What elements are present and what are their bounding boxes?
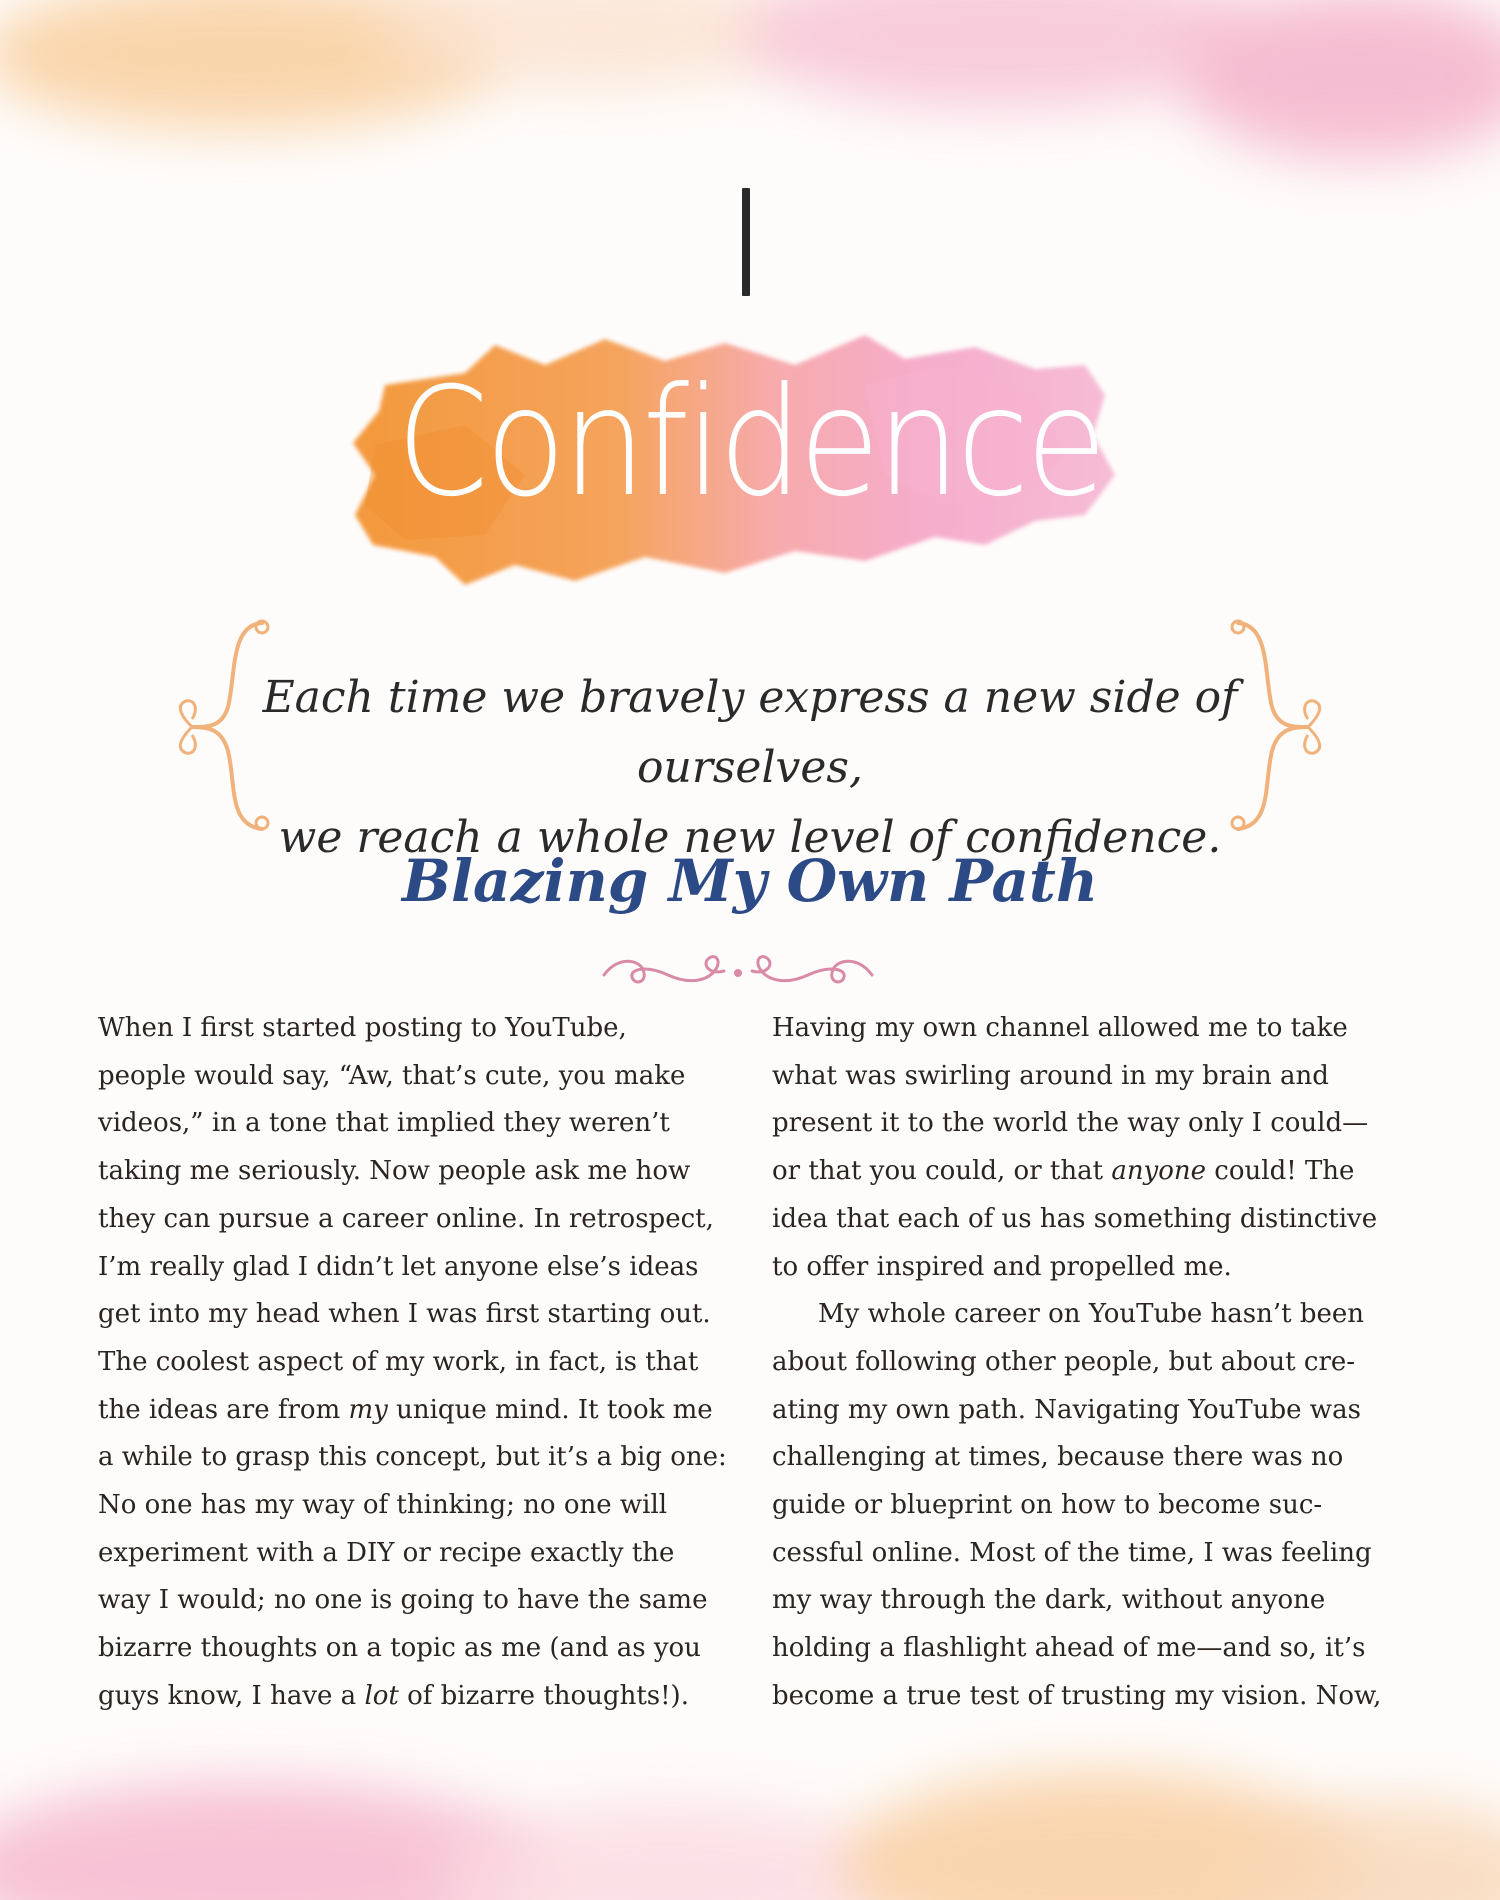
text-line: idea that each of us has something distinctive xyxy=(772,1203,1378,1234)
text-line: When I first started posting to YouTube, xyxy=(98,1013,627,1043)
text-line xyxy=(98,1673,708,1721)
body-column-right xyxy=(772,1005,1392,1721)
text-line: to offer inspired and propelled me. xyxy=(772,1251,1232,1282)
text-line: present it to the world the way only I could— xyxy=(772,1108,1369,1139)
right-brace-ornament xyxy=(1220,615,1330,835)
chapter-title: Confidence xyxy=(396,356,1104,530)
pull-quote xyxy=(170,615,1330,863)
text-line: videos,” in a tone that implied they weren’t xyxy=(98,1108,670,1139)
text-line: people would say, “Aw, that’s cute, you make xyxy=(98,1060,686,1091)
text-line: what was swirling around in my brain and xyxy=(772,1060,1329,1091)
quote-line-1: Each time we bravely express a new side of ourselves, xyxy=(262,672,1238,793)
text-line: way I would; no one is going to have the same xyxy=(98,1585,708,1616)
text-line: challenging at times, because there was no xyxy=(772,1442,1344,1473)
bottom-watercolor-band xyxy=(0,1710,1500,1900)
text-line: No one has my way of thinking; no one will xyxy=(98,1490,668,1521)
section-heading: Blazing My Own Path xyxy=(401,847,1099,915)
text-run: the ideas are from xyxy=(98,1394,349,1425)
text-line: bizarre thoughts on a topic as me (and as you xyxy=(98,1633,701,1664)
quote-text xyxy=(230,663,1270,873)
emphasis-text: lot xyxy=(364,1680,399,1711)
text-line: experiment with a DIY or recipe exactly the xyxy=(98,1537,675,1568)
text-line xyxy=(98,1387,713,1435)
text-line: holding a flashlight ahead of me—and so, it’s xyxy=(772,1633,1366,1664)
text-line: taking me seriously. Now people ask me how xyxy=(98,1156,691,1187)
text-run: could! The xyxy=(1206,1156,1355,1187)
text-run: guys know, I have a xyxy=(98,1680,365,1711)
text-line: guide or blueprint on how to become suc- xyxy=(772,1490,1323,1521)
top-watercolor-band xyxy=(0,0,1500,160)
text-line: The coolest aspect of my work, in fact, is that xyxy=(98,1346,699,1377)
text-line: become a true test of trusting my vision. Now, xyxy=(772,1680,1382,1711)
text-line: cessful online. Most of the time, I was feeling xyxy=(772,1537,1372,1568)
text-line: my way through the dark, without anyone xyxy=(772,1585,1326,1616)
text-line: they can pursue a career online. In retrospect, xyxy=(98,1203,714,1234)
quote-line-2: we reach a whole new level of confidence. xyxy=(278,812,1222,863)
text-line: Having my own channel allowed me to take xyxy=(772,1013,1348,1043)
flourish-ornament xyxy=(598,945,878,995)
text-line: My whole career on YouTube hasn’t been xyxy=(818,1299,1364,1330)
text-line: about following other people, but about cre- xyxy=(772,1346,1356,1377)
text-line: get into my head when I was first starting out. xyxy=(98,1299,711,1330)
emphasis-text: my xyxy=(348,1394,388,1425)
text-line: I’m really glad I didn’t let anyone else’s ideas xyxy=(98,1251,699,1282)
emphasis-text: anyone xyxy=(1111,1156,1207,1187)
body-column-left xyxy=(98,1005,727,1721)
text-line: ating my own path. Navigating YouTube was xyxy=(772,1394,1361,1425)
text-line: a while to grasp this concept, but it’s a big one: xyxy=(98,1442,727,1473)
text-line xyxy=(772,1148,1392,1196)
text-run: of bizarre thoughts!). xyxy=(398,1680,689,1711)
text-run: or that you could, or that xyxy=(772,1156,1112,1187)
text-run: unique mind. It took me xyxy=(387,1394,713,1425)
